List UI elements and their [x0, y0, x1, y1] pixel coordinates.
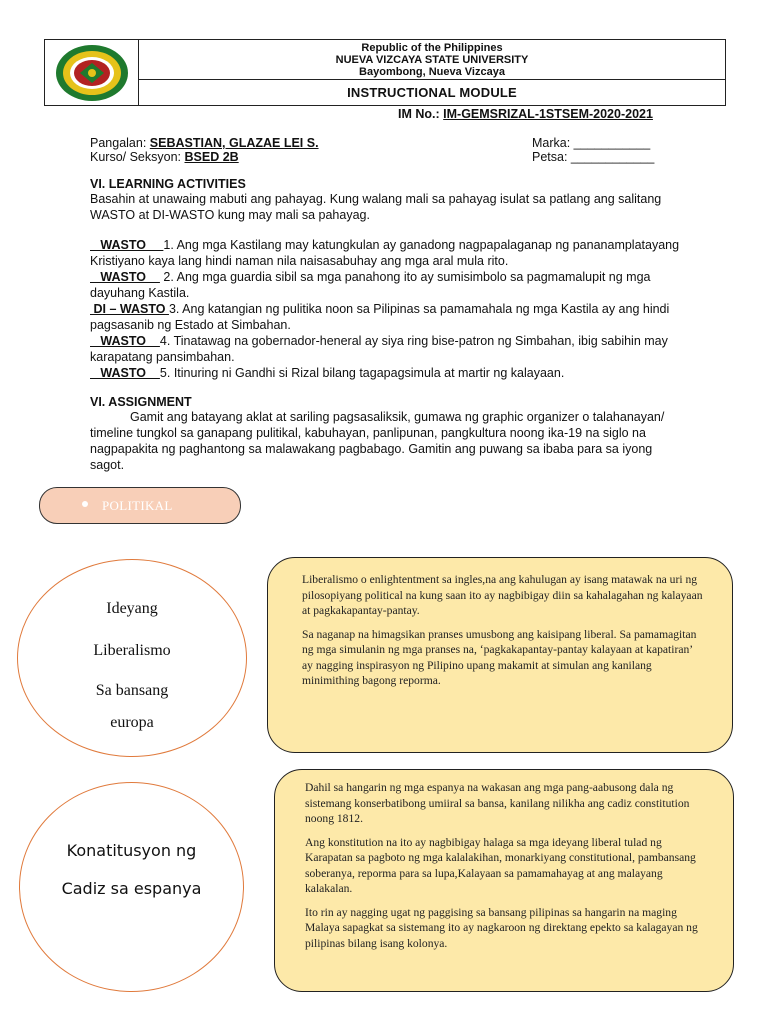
activity-answer: WASTO: [90, 366, 160, 380]
name-field: [90, 136, 319, 150]
category-pill: [39, 487, 241, 524]
module-title: INSTRUCTIONAL MODULE: [347, 85, 517, 100]
textbox-paragraph: Dahil sa hangarin ng mga espanya na wakasan ang mga pang-aabusong dala ng sistemang konserbatibong umiiral sa bansa, kanilang nilikha ang cadiz constitution noong 1812.: [305, 781, 690, 825]
circle-line: Liberalismo: [93, 642, 171, 659]
activity-item: [90, 301, 680, 333]
assignment-text: Gamit ang batayang aklat at sariling pagsasaliksik, gumawa ng graphic organizer o talahanayan/ timeline tungkol sa ganapang pulitikal, kabuhayan, panlipunan, pangkultura noong ika-19 na siglo na nagpapakita ng paghantong sa malawakang pagbabago. Gamitin ang puwang sa ibaba para sa iyong sagot.: [90, 410, 665, 472]
section-value: BSED 2B: [184, 150, 239, 164]
assignment-heading: VI. ASSIGNMENT: [90, 395, 192, 409]
textbox-paragraph: Ito rin ay nagging ugat ng paggising sa bansang pilipinas sa hangarin na maging Malaya sapagkat sa sistemang ito ay nagkaroon ng direktang epekto sa kalagayan ng pilipinas bilang isang kolonya.: [305, 905, 698, 950]
activity-answer: WASTO: [90, 334, 160, 348]
activity-text: 2. Ang mga guardia sibil sa mga panahong ito ay sumisimbolo sa pagmamalupit ng mga dayuhang Kastila.: [90, 270, 651, 300]
circle-line: Konatitusyon ng: [66, 841, 197, 860]
textbox-paragraph: Liberalismo o enlightentment sa ingles,na ang kahulugan ay isang matawak na uri ng pilosopiyang political na kung saan ito ay nagbibigay diin sa kahalagahan ng kalayaan at pagkakapantay-pantay.: [302, 573, 703, 617]
im-number: [398, 107, 653, 121]
activity-text: 3. Ang katangian ng pulitika noon sa Pilipinas sa pamamahala ng mga Kastila ay ang hindi pagsasanib ng Estado at Simbahan.: [90, 302, 670, 332]
section-label: Kurso/ Seksyon:: [90, 150, 182, 164]
activity-text: 5. Itinuring ni Gandhi si Rizal bilang tagapagsimula at martir ng kalayaan.: [159, 366, 565, 380]
activity-item: [90, 365, 680, 381]
activities-instructions: Basahin at unawaing mabuti ang pahayag. Kung walang mali sa pahayag isulat sa patlang ang salitang WASTO at DI-WASTO kung may mali sa pahayag.: [90, 192, 662, 222]
im-number-value: IM-GEMSRIZAL-1STSEM-2020-2021: [443, 107, 653, 121]
topic-circle-liberalismo: [17, 559, 247, 757]
marka-field: Marka: ___________: [532, 136, 651, 150]
textbox-paragraph: Ang konstitution na ito ay nagbibigay halaga sa mga ideyang liberal tulad ng Karapatan sa pagboto ng mga kalalakihan, monarkiyang constitutional, pambansang soberanya, reporma para sa lupa,Kalayaan sa pamamahayag at ang malayang kalakalan.: [305, 835, 696, 895]
bullet-icon: [82, 501, 88, 507]
circle-line: Ideyang: [106, 600, 158, 617]
section-field: [90, 150, 239, 164]
activity-item: [90, 237, 680, 269]
document-header: [44, 39, 726, 106]
circle-line: europa: [110, 714, 154, 731]
textbox-paragraph: Sa naganap na himagsikan pranses umusbong ang kaisipang liberal. Sa pamamagitan ng mga simulanin ng mga pranses na, ‘pagkakapantay-pantay kalayaan at kapatiran’ ay nagging inspirasyon ng Pilipino upang makamit at simulan ang kanilang minimithing bagong reporma.: [302, 627, 697, 687]
activity-item: [90, 333, 680, 365]
university-address: Bayombong, Nueva Vizcaya: [359, 66, 505, 78]
category-label: POLITIKAL: [102, 498, 173, 513]
activity-answer: DI – WASTO: [90, 302, 169, 316]
university-seal-icon: [52, 43, 132, 103]
activity-item: [90, 269, 680, 301]
activity-answer: WASTO: [90, 270, 160, 284]
university-name: NUEVA VIZCAYA STATE UNIVERSITY: [335, 54, 529, 66]
activity-text: 4. Tinatawag na gobernador-heneral ay siya ring bise-patron ng Simbahan, ibig sabihin may karapatang pansimbahan.: [90, 334, 668, 364]
logo-cell: [45, 40, 139, 105]
name-label: Pangalan:: [90, 136, 147, 150]
cadiz-textbox: [274, 769, 734, 992]
petsa-field: Petsa: ____________: [532, 150, 655, 164]
activity-answer: WASTO: [90, 238, 164, 252]
im-number-label: IM No.:: [398, 107, 440, 121]
name-value: SEBASTIAN, GLAZAE LEI S.: [149, 136, 319, 150]
republic-line: Republic of the Philippines: [361, 42, 503, 54]
activities-heading: VI. LEARNING ACTIVITIES: [90, 177, 246, 191]
university-title: [139, 40, 725, 80]
circle-line: Sa bansang: [95, 682, 169, 699]
topic-circle-cadiz: [19, 782, 244, 992]
circle-line: Cadiz sa espanya: [61, 879, 202, 898]
liberalismo-textbox: [267, 557, 733, 753]
activity-text: 1. Ang mga Kastilang may katungkulan ay ganadong nagpapalaganap ng pananamplatayang Kristiyano kaya lang hindi naman nila naisasabuhay ang mga aral mula rito.: [90, 238, 680, 268]
